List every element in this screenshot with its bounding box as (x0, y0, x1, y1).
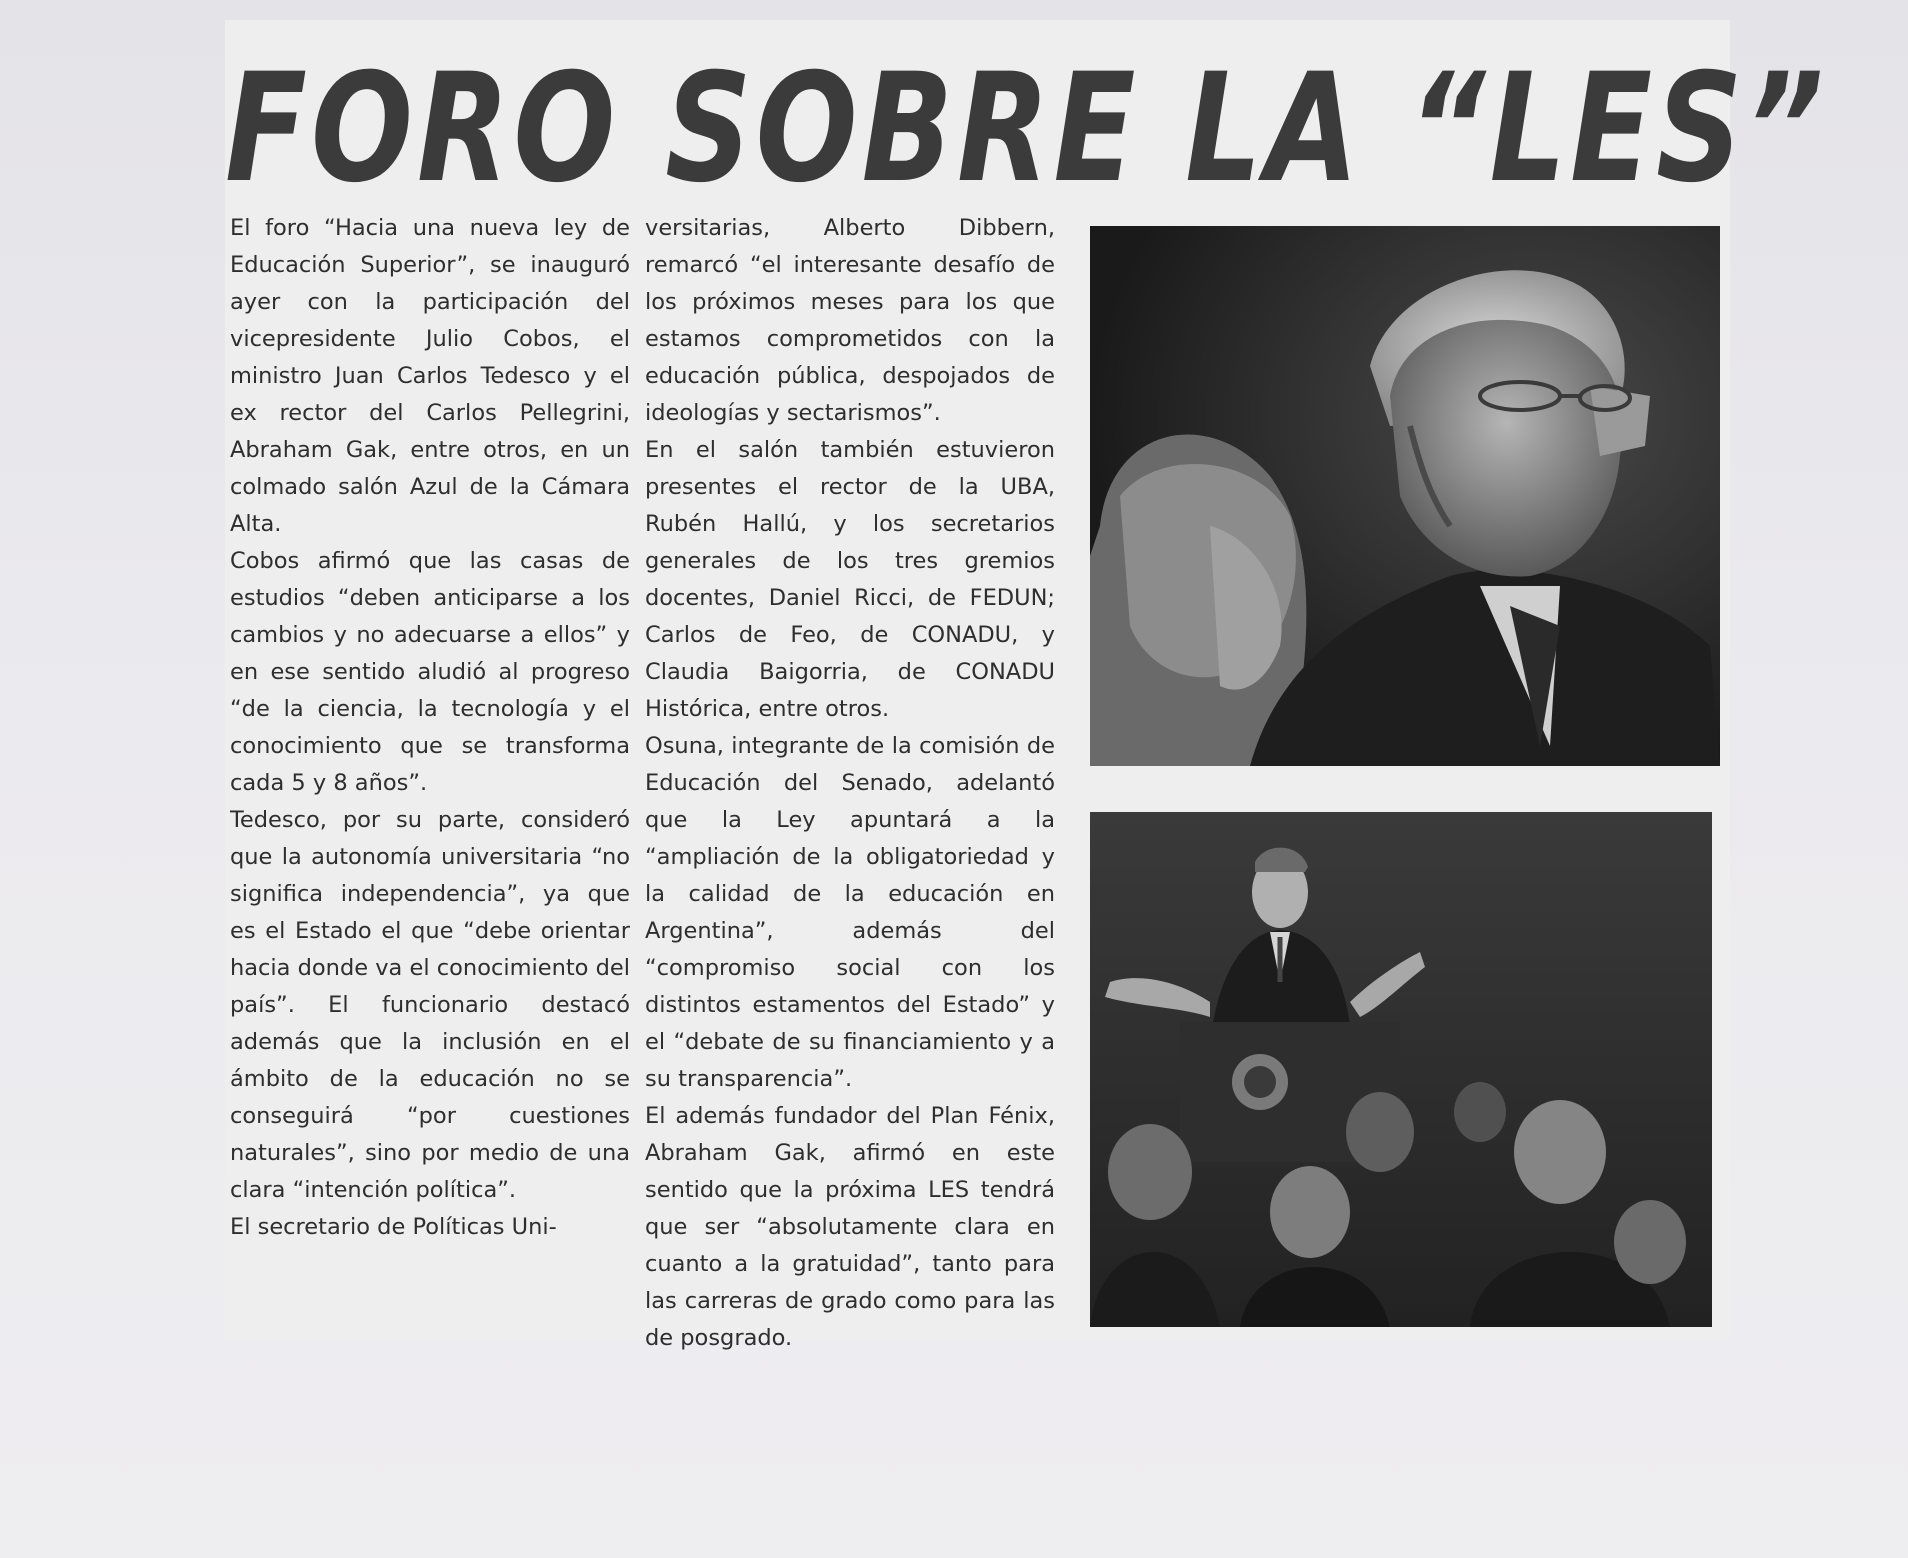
newspaper-clipping (225, 20, 1828, 1351)
text-column-2 (645, 210, 1055, 1370)
paragraph: versitarias, Alberto Dibbern, remarcó “el interesante desafío de los próximos meses para los que estamos comprometidos con la educación pública, despojados de ideologías y sectarismos”. (645, 215, 1055, 426)
paragraph: Cobos afirmó que las casas de estudios “deben anticiparse a los cambios y no adecuarse a ellos” y en ese sentido aludió al progreso “de la ciencia, la tecnología y el conocimiento que se transforma cada 5 y 8 años”. (230, 548, 630, 796)
paragraph: El foro “Hacia una nueva ley de Educación Superior”, se inauguró ayer con la participación del vicepresidente Julio Cobos, el ministro Juan Carlos Tedesco y el ex rector del Carlos Pellegrini, Abraham Gak, entre otros, en un colmado salón Azul de la Cámara Alta. (230, 215, 630, 537)
photo-speaker (1090, 812, 1712, 1327)
paragraph: El secretario de Políticas Uni- (230, 1214, 557, 1240)
photo-portraits (1090, 226, 1720, 766)
paragraph: En el salón también estuvieron presentes el rector de la UBA, Rubén Hallú, y los secretarios generales de los tres gremios docentes, Daniel Ricci, de FEDUN; Carlos de Feo, de CONADU, y Claudia Baigorria, de CONADU Histórica, entre otros. (645, 437, 1055, 722)
text-column-1 (230, 210, 630, 1370)
photo-speaker-image (1090, 812, 1712, 1327)
headline: FORO SOBRE LA “LES” (225, 42, 1828, 217)
photo-portraits-image (1090, 226, 1720, 766)
paragraph: Osuna, integrante de la comisión de Educación del Senado, adelantó que la Ley apuntará a la “ampliación de la obligatoriedad y la calidad de la educación en Argentina”, además del “compromiso social con los distintos estamentos del Estado” y el “debate de su financiamiento y a su transparencia”. (645, 733, 1055, 1092)
paragraph: El además fundador del Plan Fénix, Abraham Gak, afirmó en este sentido que la próxima LES tendrá que ser “absolutamente clara en cuanto a la gratuidad”, tanto para las carreras de grado como para las de posgrado. (645, 1103, 1055, 1351)
paragraph: Tedesco, por su parte, consideró que la autonomía universitaria “no significa independencia”, ya que es el Estado el que “debe orientar hacia donde va el conocimiento del país”. El funcionario destacó además que la inclusión en el ámbito de la educación no se conseguirá “por cuestiones naturales”, sino por medio de una clara “intención política”. (230, 807, 630, 1203)
